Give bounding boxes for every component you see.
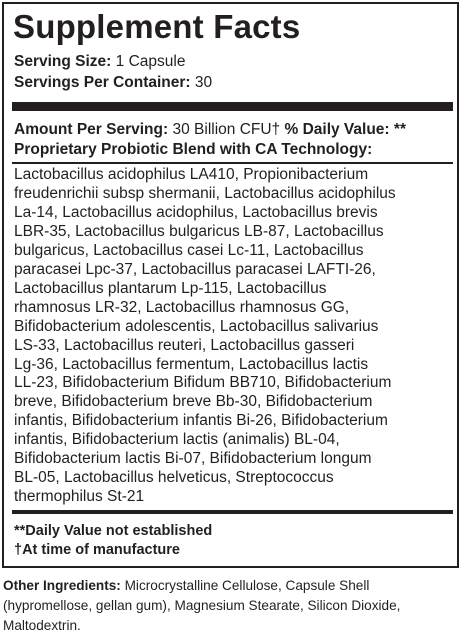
amount-per-serving-row: [14, 120, 406, 139]
blend-line: infantis, Bifidobacterium lactis (animalis) BL-04,: [14, 431, 340, 449]
blend-line: LBR-35, Lactobacillus bulgaricus LB-87, Lactobacillus: [14, 222, 384, 240]
blend-line: infantis, Bifidobacterium infantis Bi-26, Bifidobacterium: [14, 412, 388, 430]
blend-divider: [12, 162, 453, 164]
blend-line: LL-23, Bifidobacterium Bifidum BB710, Bifidobacterium: [14, 374, 392, 392]
panel-title: Supplement Facts: [13, 8, 301, 45]
footnote-daily-value: **Daily Value not established: [14, 523, 213, 539]
blend-line: Lactobacillus plantarum Lp-115, Lactobacillus: [14, 279, 327, 297]
footnote-manufacture: †At time of manufacture: [14, 542, 180, 558]
other-ingredients-label: Other Ingredients:: [3, 578, 121, 593]
servings-per-container-label: Servings Per Container:: [14, 74, 191, 91]
blend-line: Bifidobacterium adolescentis, Lactobacillus salivarius: [14, 317, 379, 335]
other-ingredients-line: [3, 576, 465, 596]
blend-line: LS-33, Lactobacillus reuteri, Lactobacillus gasseri: [14, 336, 355, 354]
blend-line: Lactobacillus acidophilus LA410, Propionibacterium: [14, 166, 369, 183]
supplement-facts-panel: [2, 2, 459, 568]
blend-line: BL-05, Lactobacillus helveticus, Streptococcus: [14, 469, 334, 487]
blend-line: thermophilus St-21: [14, 488, 145, 506]
amount-per-serving-value: 30 Billion CFU†: [172, 121, 281, 138]
blend-line: rhamnosus LR-32, Lactobacillus rhamnosus GG,: [14, 298, 350, 316]
blend-line: breve, Bifidobacterium breve Bb-30, Bifidobacterium: [14, 393, 373, 411]
servings-per-container-value: 30: [194, 74, 213, 91]
blend-title: Proprietary Probiotic Blend with CA Technology:: [14, 141, 373, 158]
other-ingredients-text: Microcrystalline Cellulose, Capsule Shell: [120, 578, 370, 593]
other-ingredients-line: Maltodextrin.: [3, 618, 81, 633]
blend-ingredients: [14, 166, 454, 507]
serving-size-label: Serving Size:: [14, 53, 112, 70]
blend-line: La-14, Lactobacillus acidophilus, Lactobacillus brevis: [14, 203, 378, 221]
other-ingredients-line: (hypromellose, gellan gum), Magnesium Stearate, Silicon Dioxide,: [3, 598, 401, 613]
blend-line: Lg-36, Lactobacillus fermentum, Lactobacillus lactis: [14, 355, 369, 373]
blend-line: freudenrichii subsp shermanii, Lactobacillus acidophilus: [14, 184, 396, 202]
blend-line: paracasei Lpc-37, Lactobacillus paracasei LAFTI-26,: [14, 260, 376, 278]
serving-size-row: [14, 52, 185, 71]
blend-line: bulgaricus, Lactobacillus casei Lc-11, Lactobacillus: [14, 241, 364, 259]
thick-divider: [12, 102, 453, 111]
footnote-divider: [12, 510, 453, 514]
other-ingredients: [3, 576, 465, 636]
daily-value-label: % Daily Value:: [284, 121, 390, 138]
daily-value-marker: **: [393, 121, 406, 138]
blend-line: Bifidobacterium lactis Bi-07, Bifidobacterium longum: [14, 450, 372, 468]
serving-size-value: 1 Capsule: [115, 53, 186, 70]
amount-per-serving-label: Amount Per Serving:: [14, 121, 169, 138]
servings-per-container-row: [14, 73, 212, 92]
